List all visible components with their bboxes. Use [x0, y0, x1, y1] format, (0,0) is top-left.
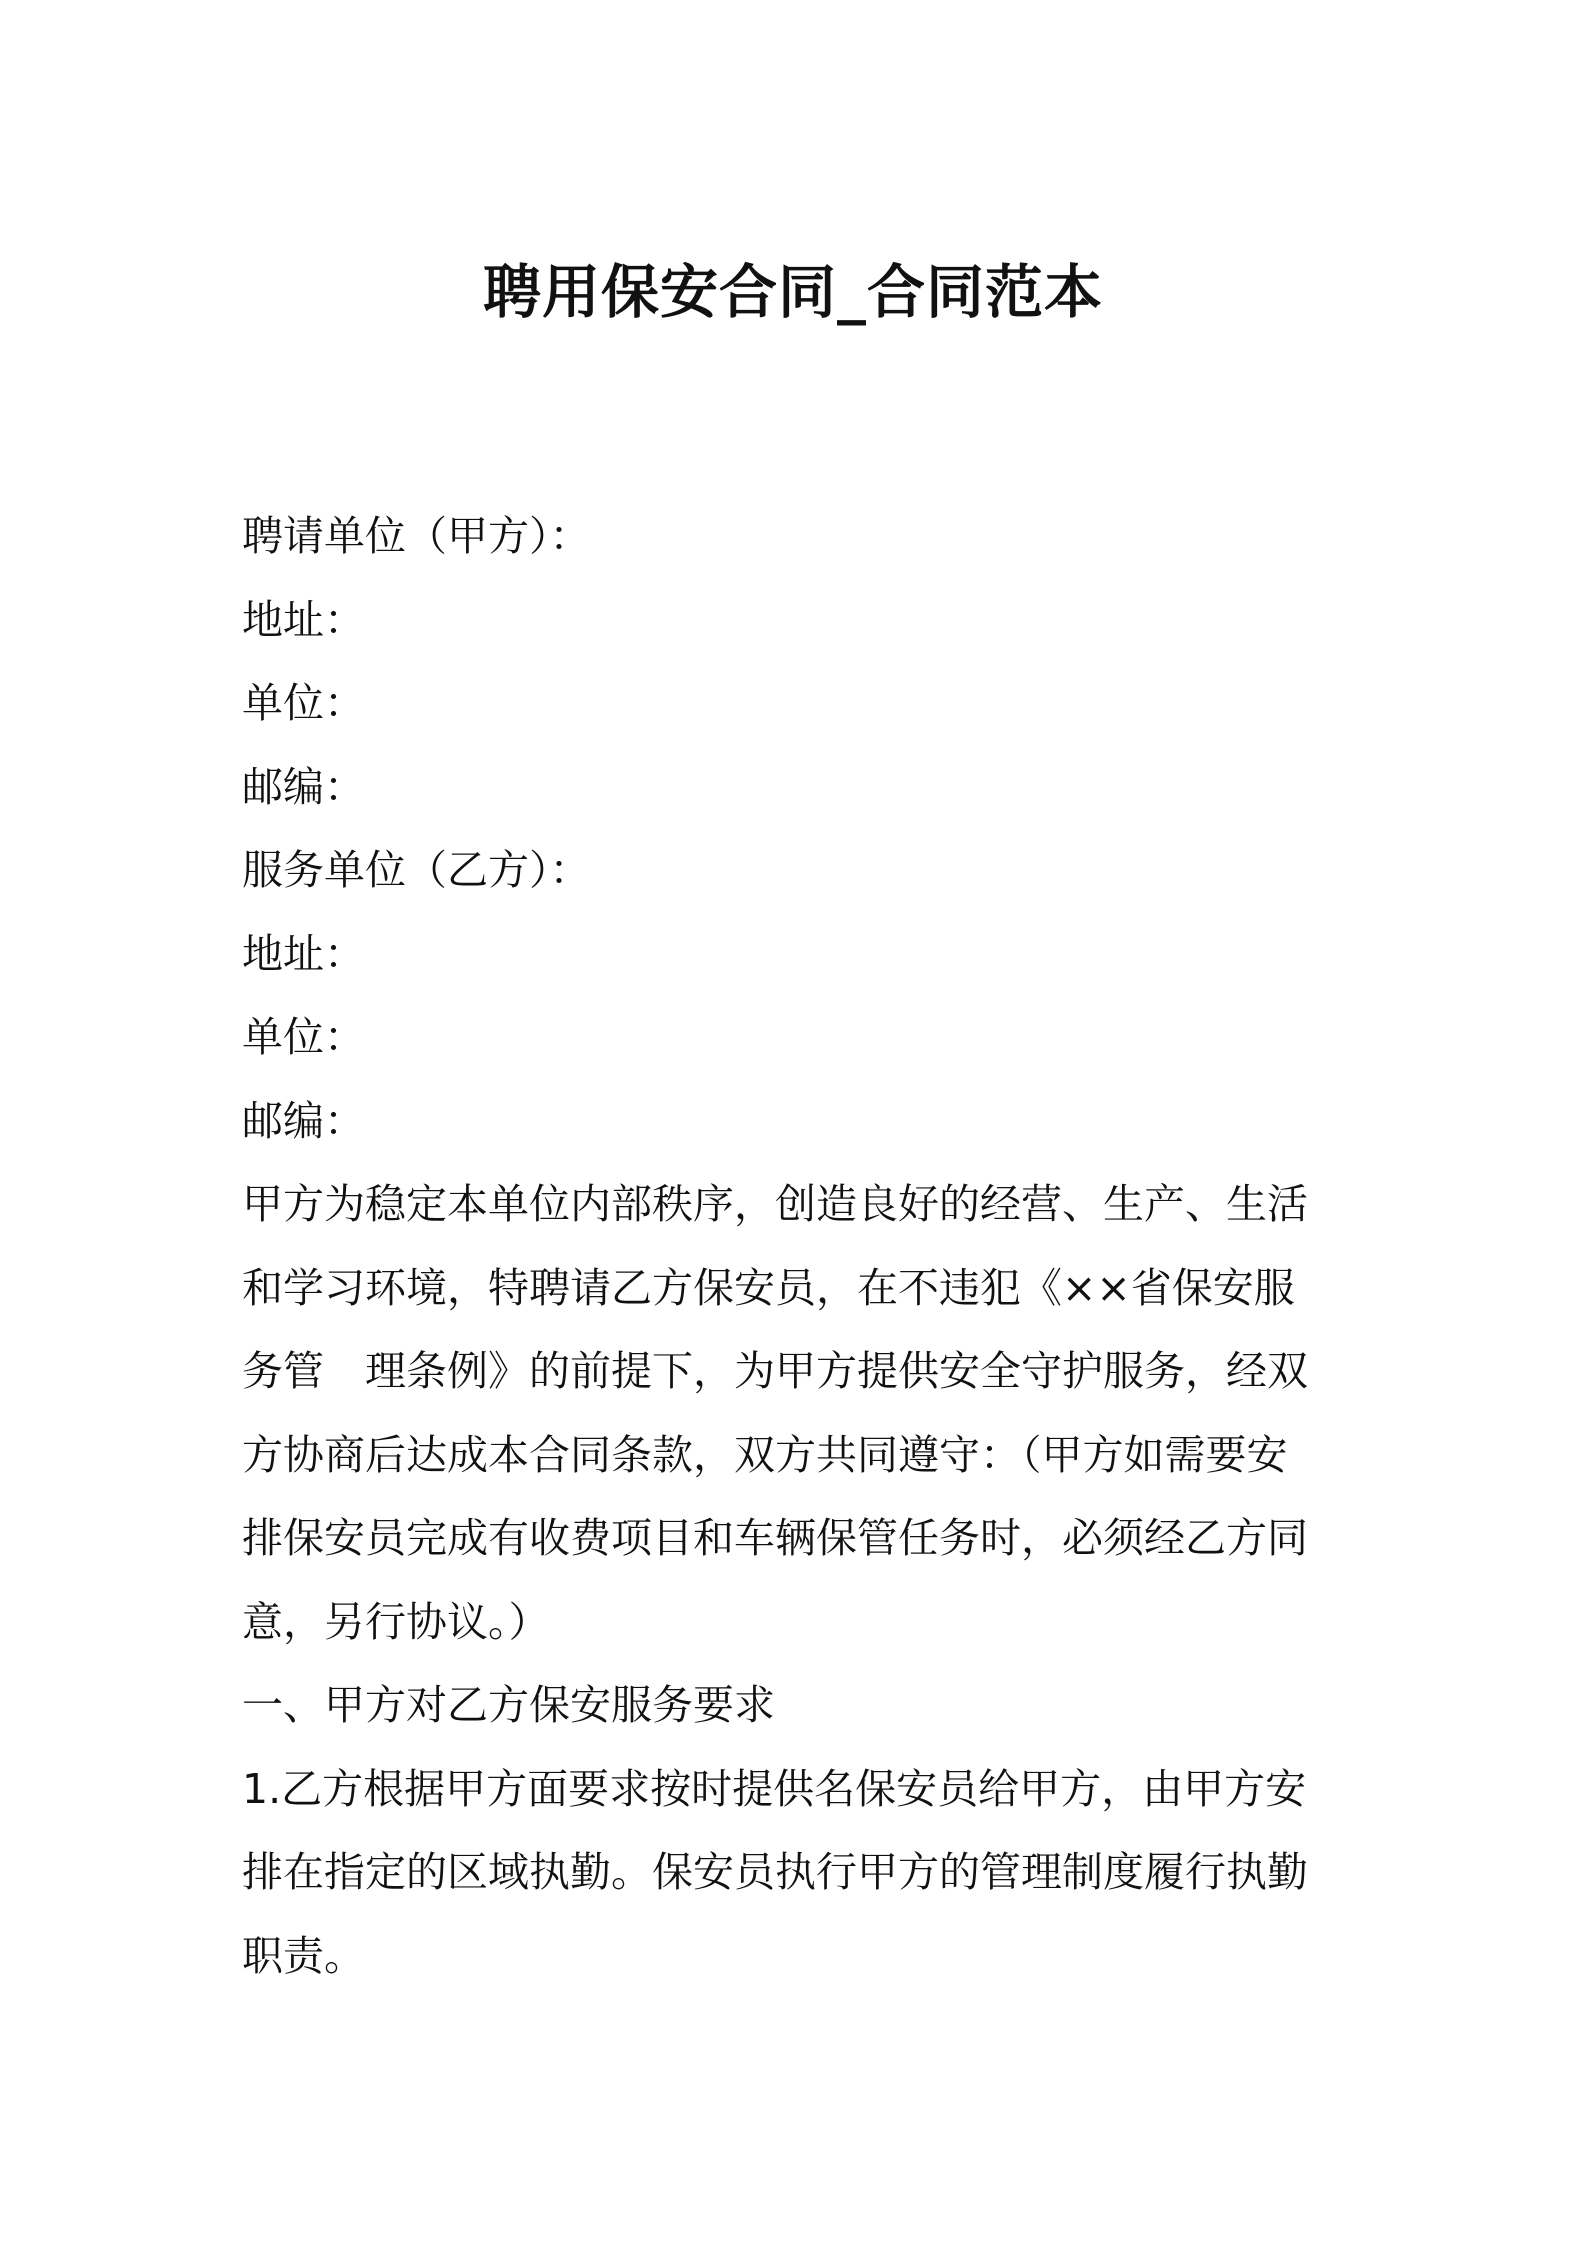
preamble-line: 方协商后达成本合同条款，双方共同遵守：（甲方如需要安 — [242, 1430, 1288, 1479]
clause-line: 1.乙方根据甲方面要求按时提供名保安员给甲方，由甲方安 — [242, 1764, 1307, 1813]
document-title: 聘用保安合同_合同范本 — [482, 258, 1103, 326]
party-a-heading: 聘请单位（甲方）： — [242, 512, 591, 560]
party-b-heading: 服务单位（乙方）： — [242, 846, 591, 894]
clause-line: 排在指定的区域执勤。保安员执行甲方的管理制度履行执勤 — [242, 1848, 1308, 1896]
preamble-line: 和学习环境，特聘请乙方保安员，在不违犯《××省保安服 — [242, 1263, 1295, 1312]
document-body — [242, 495, 1357, 1998]
preamble-line: 务管 理条例》的前提下，为甲方提供安全守护服务，经双 — [242, 1347, 1308, 1395]
preamble-line: 甲方为稳定本单位内部秩序，创造良好的经营、生产、生活 — [242, 1180, 1308, 1228]
section-1-heading: 一、甲方对乙方保安服务要求 — [242, 1681, 775, 1729]
preamble-line: 排保安员完成有收费项目和车辆保管任务时，必须经乙方同 — [242, 1514, 1308, 1562]
party-b-postcode-label: 邮编： — [242, 1096, 365, 1145]
party-a-postcode-label: 邮编： — [242, 762, 365, 811]
clause-1-paragraph — [242, 1748, 1357, 1999]
clause-line: 职责。 — [242, 1931, 365, 1980]
party-b-unit-label: 单位： — [242, 1013, 365, 1061]
party-a-unit-label: 单位： — [242, 679, 365, 727]
preamble-line: 意，另行协议。） — [242, 1597, 550, 1646]
party-b-address-label: 地址： — [242, 929, 365, 978]
party-a-address-label: 地址： — [242, 595, 365, 644]
preamble-paragraph — [242, 1163, 1357, 1664]
